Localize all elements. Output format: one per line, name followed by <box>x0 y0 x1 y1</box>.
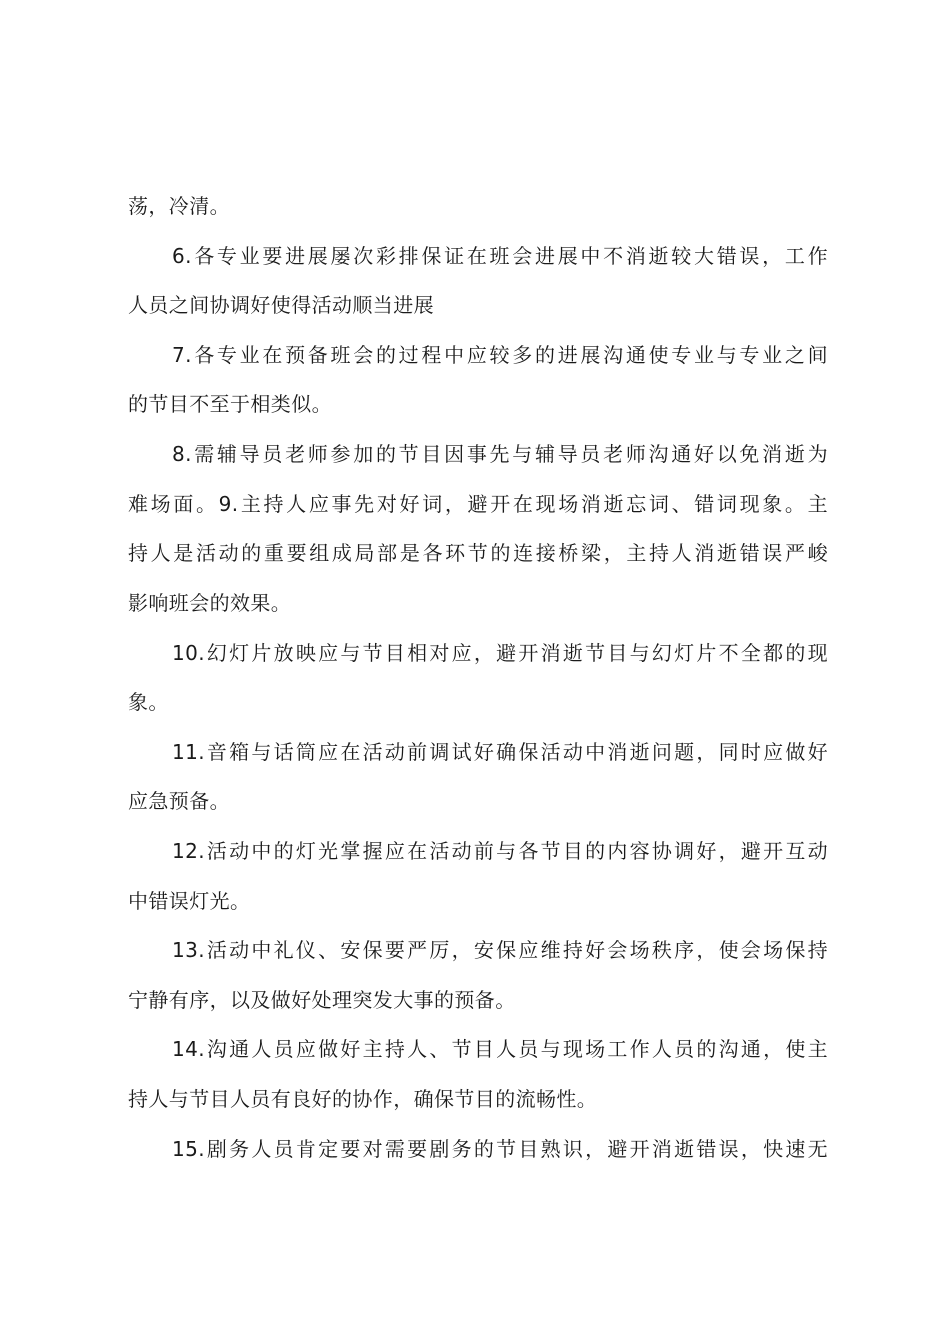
text-line: 难场面。9.主持人应事先对好词，避开在现场消逝忘词、错词现象。主 <box>128 492 828 516</box>
text-line: 7.各专业在预备班会的过程中应较多的进展沟通使专业与专业之间 <box>172 343 828 367</box>
text-line: 宁静有序，以及做好处理突发大事的预备。 <box>128 988 516 1012</box>
text-line: 应急预备。 <box>128 789 230 813</box>
text-line: 10.幻灯片放映应与节目相对应，避开消逝节目与幻灯片不全都的现 <box>172 641 828 665</box>
text-line: 6.各专业要进展屡次彩排保证在班会进展中不消逝较大错误，工作 <box>172 244 828 268</box>
text-line: 影响班会的效果。 <box>128 591 292 615</box>
text-line: 持人与节目人员有良好的协作，确保节目的流畅性。 <box>128 1087 598 1111</box>
text-line: 11.音箱与话筒应在活动前调试好确保活动中消逝问题，同时应做好 <box>172 740 828 764</box>
text-line: 荡，冷清。 <box>128 194 230 218</box>
text-line: 13.活动中礼仪、安保要严厉，安保应维持好会场秩序，使会场保持 <box>172 938 828 962</box>
text-line: 14.沟通人员应做好主持人、节目人员与现场工作人员的沟通，使主 <box>172 1037 828 1061</box>
text-line: 12.活动中的灯光掌握应在活动前与各节目的内容协调好，避开互动 <box>172 839 828 863</box>
text-line: 持人是活动的重要组成局部是各环节的连接桥梁，主持人消逝错误严峻 <box>128 541 828 565</box>
text-line: 8.需辅导员老师参加的节目因事先与辅导员老师沟通好以免消逝为 <box>172 442 828 466</box>
text-line: 人员之间协调好使得活动顺当进展 <box>128 293 434 317</box>
text-line: 象。 <box>128 690 169 714</box>
text-line: 中错误灯光。 <box>128 889 251 913</box>
text-line: 15.剧务人员肯定要对需要剧务的节目熟识，避开消逝错误，快速无 <box>172 1137 828 1161</box>
text-line: 的节目不至于相类似。 <box>128 392 332 416</box>
